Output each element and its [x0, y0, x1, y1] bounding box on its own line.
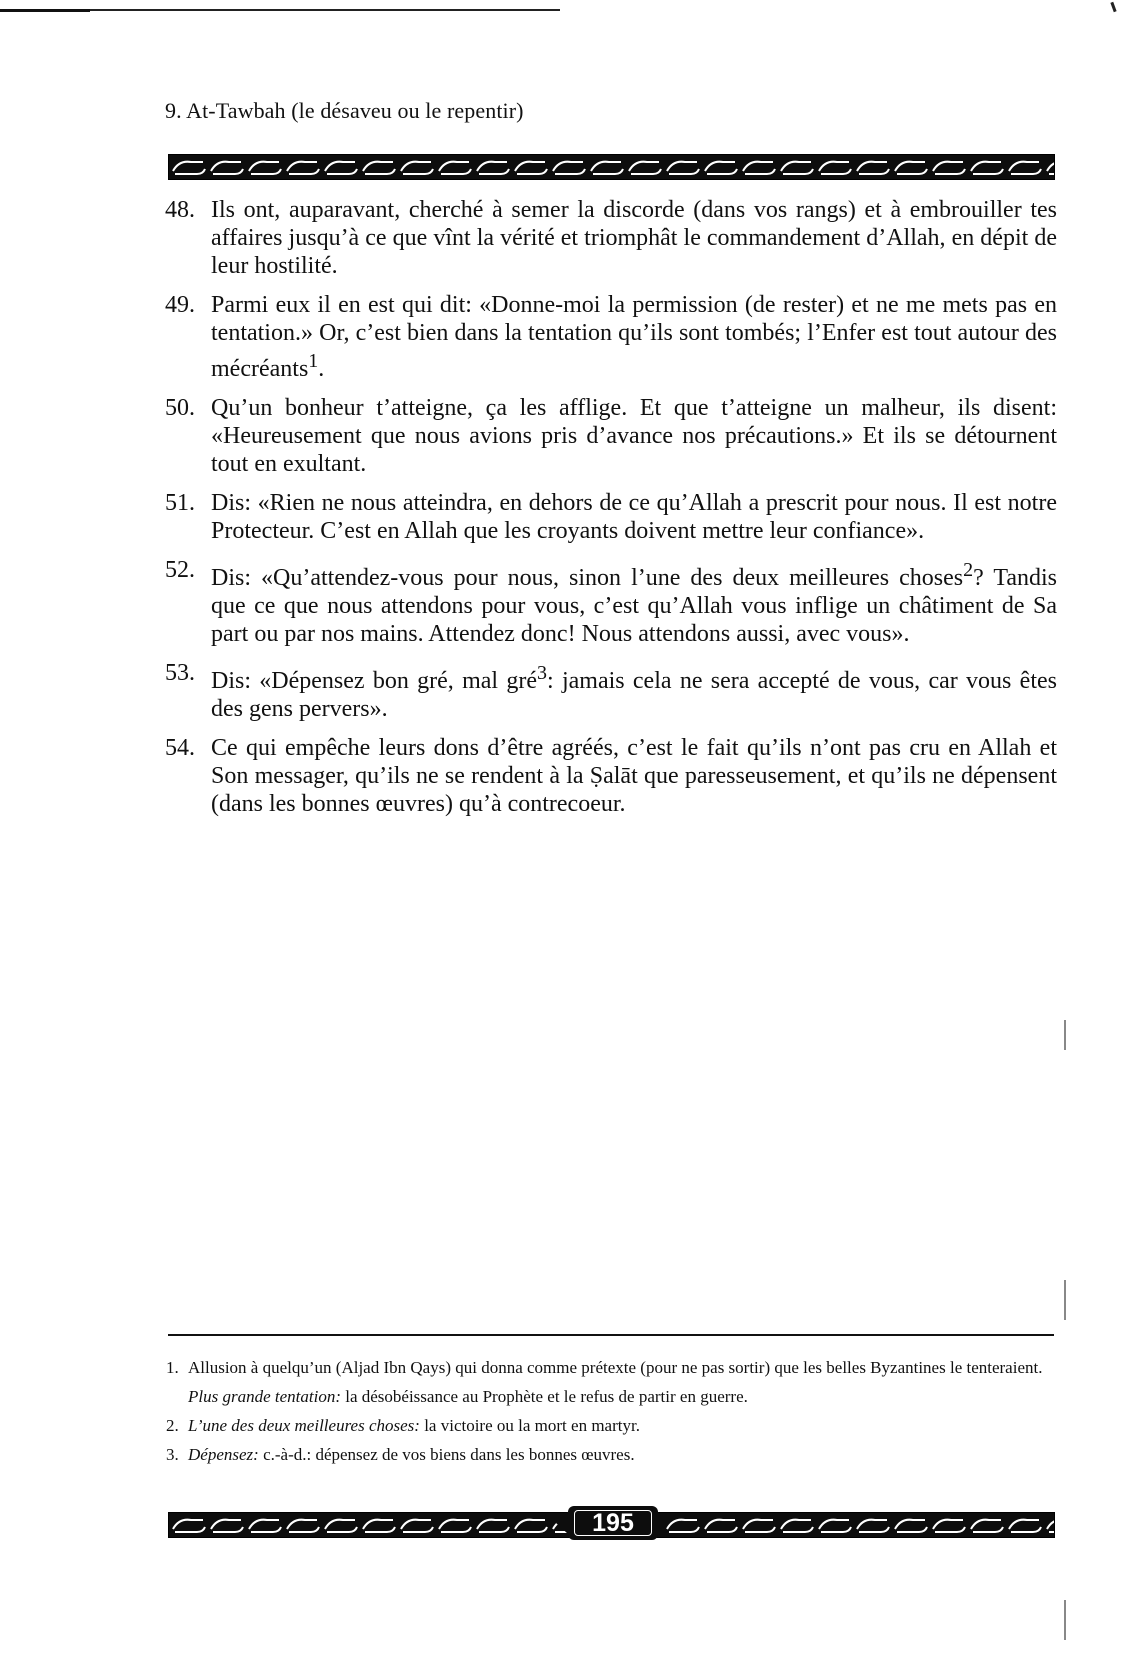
- verse-number: 52.: [165, 557, 195, 583]
- scan-edge-mark: [1064, 1280, 1066, 1320]
- footnote-1-extra: [188, 1385, 1054, 1408]
- verse-number: 48.: [165, 197, 195, 223]
- verse-text-part-a: Dis: «Qu’attendez-vous pour nous, sinon l’une des deux meilleures choses: [211, 565, 964, 591]
- footnotes: [166, 1356, 1054, 1472]
- verse-text-part-b: ? Tandis que ce que nous attendons pour vous, c’est qu’Allah vous inflige un châtiment de Sa part ou par nos mains. Attendez donc! Nous attendons aussi, avec vous».: [211, 565, 1057, 647]
- verse-text: [211, 659, 1057, 723]
- verse-49: [165, 291, 1057, 383]
- verse-51: [165, 489, 1057, 545]
- scan-edge-mark: [1064, 1600, 1066, 1640]
- footnote-ref-2: 2: [963, 559, 974, 581]
- verse-text: Ce qui empêche leurs dons d’être agréés, c’est le fait qu’ils n’ont pas cru en Allah et Son messager, qu’ils ne se rendent à la Ṣalāt que paresseusement, et qu’ils ne dépensent (dans les bonnes œuvres) qu’à contrecoeur.: [211, 735, 1057, 817]
- verse-text: Qu’un bonheur t’atteigne, ça les afflige. Et que t’atteigne un malheur, ils disent: «Heureusement que nous avions pris d’avance nos précautions.» Et ils se détournent tout en exultant.: [211, 395, 1057, 477]
- verse-text-body: Parmi eux il en est qui dit: «Donne-moi la permission (de rester) et ne me mets pas en tentation.» Or, c’est bien dans la tentation qu’ils sont tombés; l’Enfer est tout autour des mécréants: [211, 292, 1057, 382]
- verse-number: 53.: [165, 660, 195, 686]
- verses: [165, 196, 1057, 829]
- footnote-text: [188, 1414, 1054, 1437]
- corner-mark: [1110, 2, 1116, 12]
- verse-52: [165, 556, 1057, 648]
- surah-title: 9. At-Tawbah (le désaveu ou le repentir): [165, 98, 524, 123]
- verse-text: Ils ont, auparavant, cherché à semer la discorde (dans vos rangs) et à embrouiller tes affaires jusqu’à ce que vînt la vérité et triomphât le commandement d’Allah, en dépit de leur hostilité.: [211, 197, 1057, 279]
- verse-text: [211, 291, 1057, 383]
- badge-frame: [574, 1510, 652, 1536]
- footnote-extra-text: la désobéissance au Prophète et le refus de partir en guerre.: [340, 1387, 748, 1406]
- footnote-1: [166, 1356, 1054, 1379]
- verse-text: [211, 556, 1057, 648]
- footnote-text: [188, 1443, 1054, 1466]
- verse-53: [165, 659, 1057, 723]
- page-number: 195: [592, 1509, 634, 1537]
- footnote-rule: [168, 1334, 1054, 1336]
- footnote-ref-1: 1: [308, 350, 319, 372]
- verse-text-end: .: [318, 356, 325, 382]
- verse-48: [165, 196, 1057, 280]
- verse-50: [165, 394, 1057, 478]
- verse-number: 51.: [165, 490, 195, 516]
- footnote-definition: c.-à-d.: dépensez de vos biens dans les bonnes œuvres.: [258, 1445, 635, 1464]
- footnote-text: Allusion à quelqu’un (Aljad Ibn Qays) qui donna comme prétexte (pour ne pas sortir) que les belles Byzantines le tenteraient.: [188, 1358, 1043, 1377]
- verse-text-part-a: Dis: «Dépensez bon gré, mal gré: [211, 668, 538, 694]
- ornament-pattern: [169, 155, 1054, 179]
- verse-number: 50.: [165, 395, 195, 421]
- footnote-term: Dépensez:: [188, 1445, 259, 1464]
- verse-54: [165, 734, 1057, 818]
- footnote-ref-3: 3: [537, 662, 548, 684]
- verse-text: Dis: «Rien ne nous atteindra, en dehors de ce qu’Allah a prescrit pour nous. Il est notre Protecteur. C’est en Allah que les croyants doivent mettre leur confiance».: [211, 490, 1057, 544]
- footnote-3: [166, 1443, 1054, 1466]
- scan-edge-mark: [1064, 1020, 1066, 1050]
- ornament-band-top: [168, 154, 1055, 180]
- top-rule-accent: [0, 9, 90, 12]
- footnote-term: Plus grande tentation:: [188, 1387, 341, 1406]
- verse-text-part-b: : jamais cela ne sera accepté de vous, car vous êtes des gens pervers».: [211, 668, 1057, 722]
- footnote-2: [166, 1414, 1054, 1437]
- footnote-number: 1.: [166, 1358, 179, 1377]
- page-number-badge: [568, 1506, 658, 1540]
- footnote-number: 2.: [166, 1416, 179, 1435]
- verse-number: 54.: [165, 735, 195, 761]
- footnote-definition: la victoire ou la mort en martyr.: [419, 1416, 640, 1435]
- footnote-term: L’une des deux meilleures choses:: [188, 1416, 420, 1435]
- verse-number: 49.: [165, 292, 195, 318]
- footnote-number: 3.: [166, 1445, 179, 1464]
